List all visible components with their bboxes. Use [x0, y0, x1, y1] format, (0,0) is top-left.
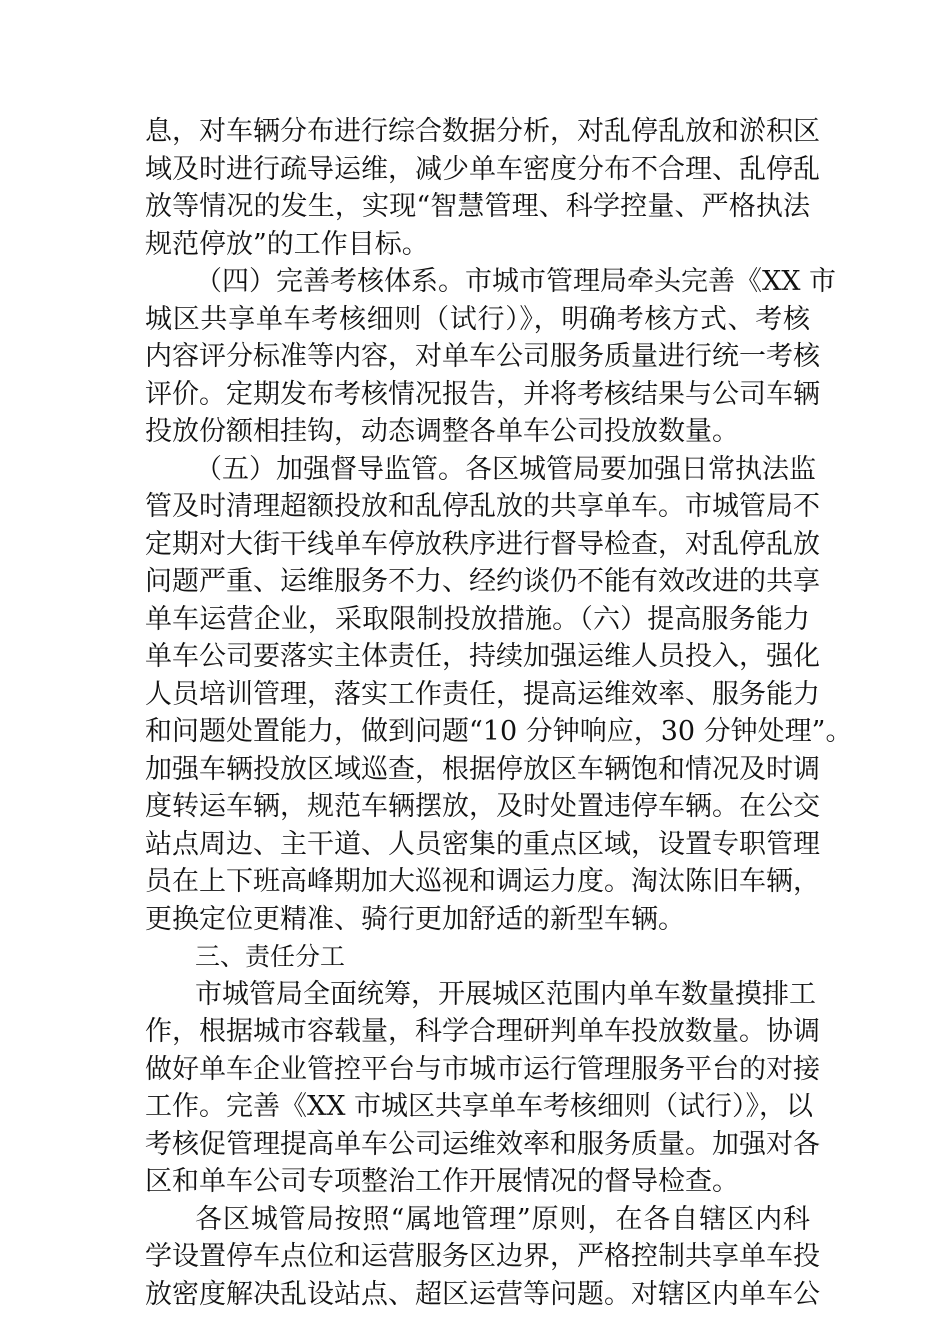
text-line: 工作。完善《XX 市城区共享单车考核细则（试行）》，以 — [145, 1091, 814, 1122]
section-title: 三、责任分工 — [195, 942, 346, 971]
text-line: 做好单车企业管控平台与市城市运行管理服务平台的对接 — [145, 1053, 820, 1085]
text-line: 区和单车公司专项整治工作开展情况的督导检查。 — [145, 1166, 739, 1197]
text-line: 息，对车辆分布进行综合数据分析，对乱停乱放和淤积区 — [145, 116, 820, 147]
text-line: 单车公司要落实主体责任，持续加强运维人员投入，强化 — [145, 641, 820, 672]
text-line: 单车运营企业，采取限制投放措施。（六）提高服务能力 — [145, 603, 810, 635]
text-line: 投放份额相挂钩，动态调整各单车公司投放数量。 — [145, 416, 739, 447]
text-line: 更换定位更精准、骑行更加舒适的新型车辆。 — [145, 903, 685, 935]
text-line: 内容评分标准等内容，对单车公司服务质量进行统一考核 — [145, 341, 820, 372]
text-line: 站点周边、主干道、人员密集的重点区域，设置专职管理 — [145, 828, 820, 860]
text-line: 规范停放”的工作目标。 — [145, 228, 429, 260]
text-line: 放密度解决乱设站点、超区运营等问题。对辖区内单车公 — [145, 1278, 820, 1310]
text-line: 员在上下班高峰期加大巡视和调运力度。淘汰陈旧车辆， — [145, 866, 820, 897]
text-line: 各区城管局按照“属地管理”原则，在各自辖区内科 — [195, 1203, 810, 1235]
section-heading-line: （五）加强督导监管。各区城管局要加强日常执法监 — [195, 453, 816, 485]
document-body — [145, 113, 853, 1313]
text-line: 定期对大街干线单车停放秩序进行督导检查，对乱停乱放 — [145, 528, 820, 560]
text-line: 评价。定期发布考核情况报告，并将考核结果与公司车辆 — [145, 378, 820, 410]
text-line: 度转运车辆，规范车辆摆放，及时处置违停车辆。在公交 — [145, 791, 820, 822]
text-line: 和问题处置能力，做到问题“10 分钟响应，30 分钟处理”。 — [145, 716, 853, 747]
section-heading-line: （四）完善考核体系。市城市管理局牵头完善《XX 市 — [195, 266, 837, 297]
text-line: 放等情况的发生，实现“智慧管理、科学控量、严格执法 — [145, 191, 810, 222]
text-line: 学设置停车点位和运营服务区边界，严格控制共享单车投 — [145, 1241, 820, 1272]
text-line: 考核促管理提高单车公司运维效率和服务质量。加强对各 — [145, 1128, 820, 1160]
text-line: 管及时清理超额投放和乱停乱放的共享单车。市城管局不 — [145, 491, 820, 522]
text-line: 问题严重、运维服务不力、经约谈仍不能有效改进的共享 — [145, 566, 820, 597]
text-line: 城区共享单车考核细则（试行）》，明确考核方式、考核 — [145, 303, 810, 335]
text-line: 作，根据城市容载量，科学合理研判单车投放数量。协调 — [145, 1016, 820, 1047]
text-line: 域及时进行疏导运维，减少单车密度分布不合理、乱停乱 — [145, 153, 820, 185]
text-line: 人员培训管理，落实工作责任，提高运维效率、服务能力 — [145, 678, 820, 710]
text-line: 市城管局全面统筹，开展城区范围内单车数量摸排工 — [195, 978, 816, 1010]
text-line: 加强车辆投放区域巡查，根据停放区车辆饱和情况及时调 — [145, 753, 820, 785]
